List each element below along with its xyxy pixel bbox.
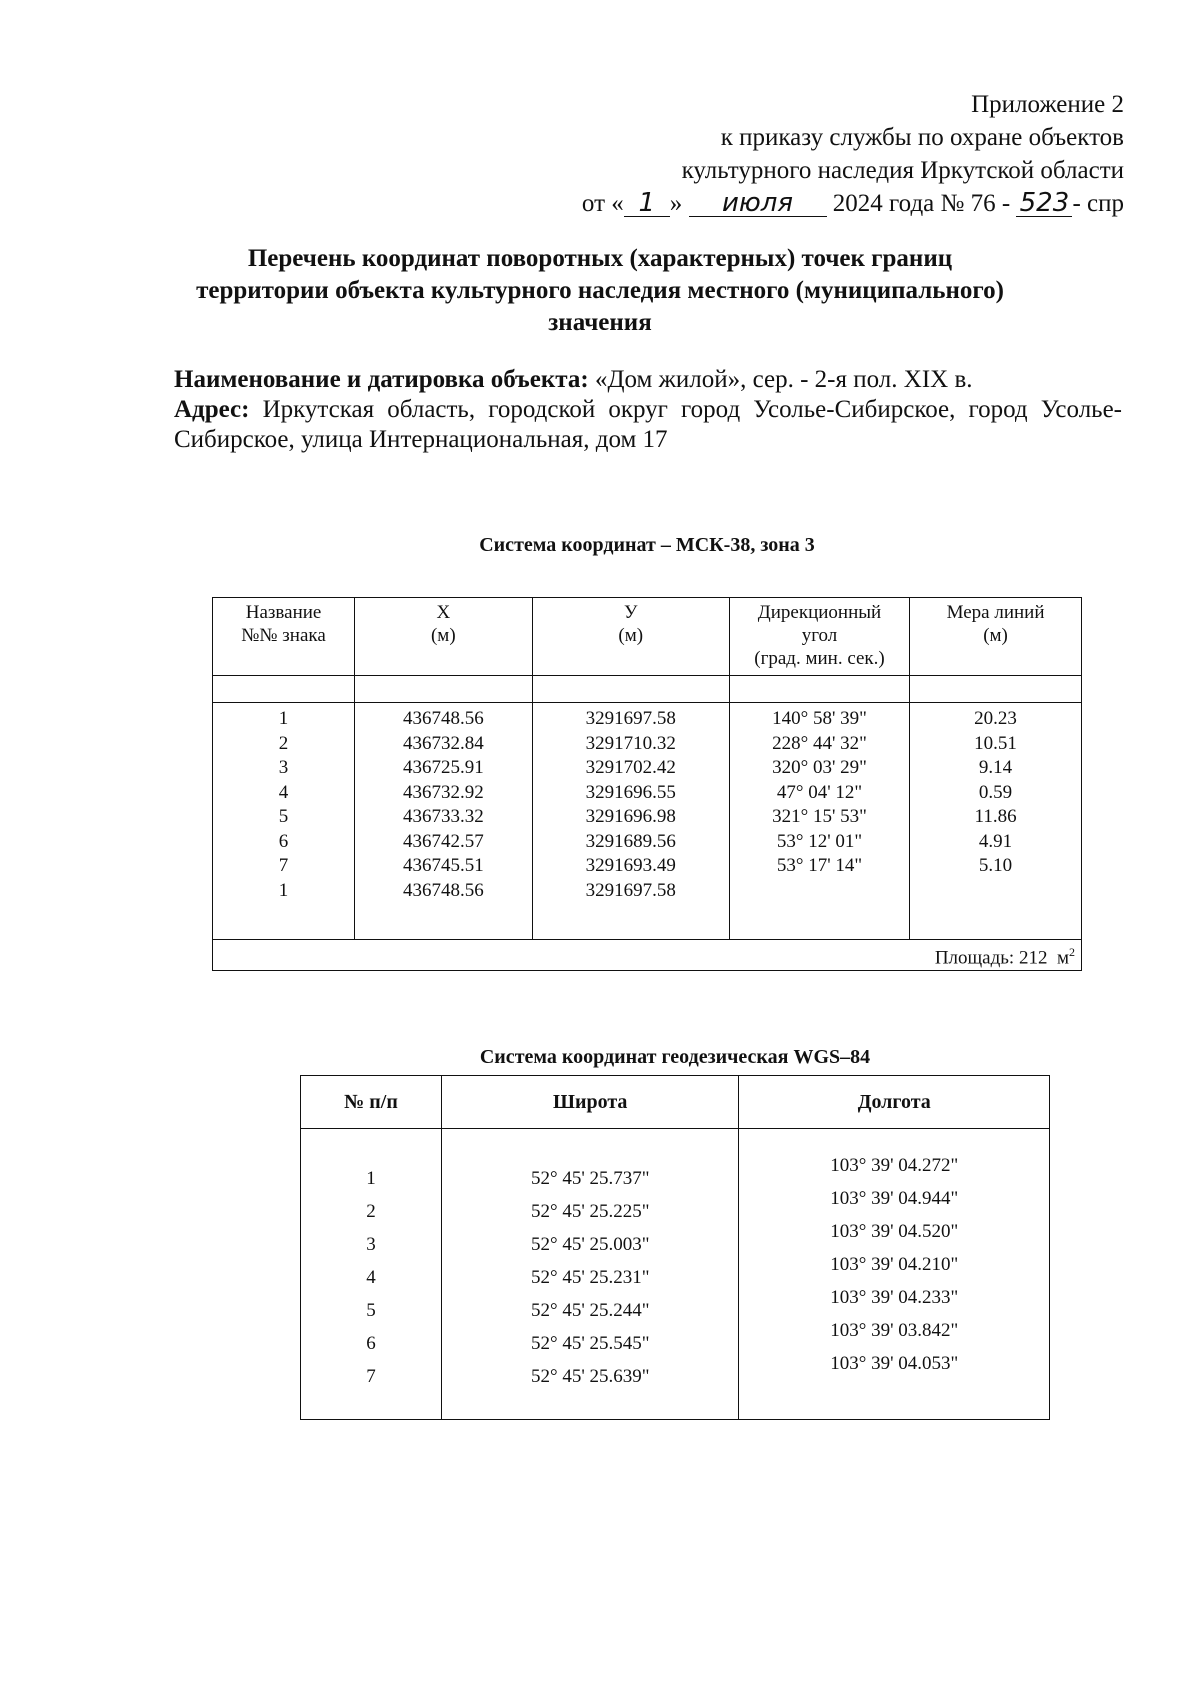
wgs-table-caption: Система координат геодезическая WGS–84 (479, 1046, 871, 1068)
table-cell: 9.14 (978, 757, 1013, 778)
wgs-coordinates-table (300, 1075, 1050, 1420)
header-length (910, 598, 1082, 676)
handwritten-order-number: 523 (1016, 190, 1072, 217)
appendix-header (564, 88, 1124, 220)
table-cell: 103° 39' 04.233" (830, 1287, 959, 1308)
table-cell: 3291710.32 (585, 732, 676, 754)
table-cell: 11.86 (974, 806, 1017, 827)
table-cell: 2 (366, 1201, 376, 1222)
table-cell: 52° 45' 25.737" (530, 1168, 650, 1189)
table-cell: 5 (366, 1300, 376, 1321)
header-num: № п/п (301, 1076, 442, 1129)
table-cell: 103° 39' 04.053" (830, 1353, 959, 1374)
msk-area-row (213, 940, 1082, 971)
table-cell: 436732.84 (402, 732, 484, 754)
appendix-authority: культурного наследия Иркутской области (681, 157, 1124, 184)
object-name-paragraph (174, 365, 1122, 395)
header-y (532, 598, 729, 676)
table-cell: 5 (278, 806, 289, 827)
header-length-1: Мера линий (946, 602, 1045, 623)
table-cell: 3291696.55 (585, 781, 676, 803)
table-cell: 53° 17' 14" (776, 855, 863, 876)
table-cell: 1 (366, 1168, 376, 1189)
object-address-paragraph (174, 395, 1122, 455)
header-x-1: X (436, 602, 451, 623)
object-name-value: «Дом жилой», сер. - 2-я пол. XIX в. (594, 366, 973, 393)
table-cell: 436748.56 (402, 879, 484, 901)
msk-col-x (355, 703, 532, 940)
msk-col-angle (729, 703, 909, 940)
table-cell: 3291689.56 (585, 830, 676, 852)
object-address-label: Адрес: (174, 396, 250, 423)
appendix-title: Приложение 2 (971, 91, 1124, 118)
table-cell: 47° 04' 12" (776, 781, 863, 803)
header-angle-3: (град. мин. сек.) (754, 648, 885, 669)
table-cell: 436733.32 (402, 806, 484, 827)
area-power: 2 (1069, 945, 1075, 959)
header-point-name-2: №№ знака (241, 625, 326, 646)
wgs-col-latitude (441, 1129, 739, 1420)
table-cell: 4 (366, 1267, 376, 1288)
header-angle (729, 598, 909, 676)
table-cell: 3 (366, 1234, 376, 1255)
table-cell: 7 (278, 855, 289, 876)
area-cell (213, 940, 1082, 971)
table-cell: 103° 39' 04.520" (830, 1221, 959, 1242)
table-cell: 228° 44' 32" (772, 732, 867, 754)
table-cell: 6 (278, 830, 289, 852)
object-name-label: Наименование и датировка объекта: (174, 366, 589, 393)
wgs-col-num (301, 1129, 442, 1420)
wgs-header-row (301, 1076, 1050, 1129)
area-label: Площадь: 212 (934, 947, 1048, 969)
msk-col-num (213, 703, 355, 940)
table-cell: 436745.51 (402, 855, 484, 876)
wgs-col-longitude (739, 1129, 1050, 1420)
table-cell: 52° 45' 25.545" (530, 1333, 650, 1354)
msk-col-length (910, 703, 1082, 940)
header-y-1: У (624, 602, 638, 623)
date-close: » (669, 190, 683, 217)
title-line-2: территории объекта культурного наследия местного (муниципального) (196, 277, 1004, 304)
table-cell: 5.10 (978, 855, 1013, 876)
header-x (355, 598, 532, 676)
area-unit: м (1056, 947, 1069, 969)
table-cell: 1 (278, 879, 289, 901)
table-cell: 3291697.58 (585, 879, 676, 901)
msk-table-caption: Система координат – МСК-38, зона 3 (479, 534, 815, 556)
table-cell: 436725.91 (402, 757, 484, 778)
table-cell: 53° 12' 01" (776, 830, 863, 852)
table-cell: 320° 03' 29" (772, 757, 867, 778)
table-cell: 3 (278, 757, 289, 778)
year-text: 2024 года № 76 - (832, 190, 1011, 217)
table-cell: 7 (366, 1366, 376, 1387)
header-point-name (213, 598, 355, 676)
table-cell: 3291697.58 (585, 708, 676, 729)
header-point-name-1: Название (245, 602, 322, 623)
table-cell: 3291702.42 (585, 757, 676, 778)
table-cell: 6 (366, 1333, 376, 1354)
table-cell: 103° 39' 04.210" (830, 1254, 959, 1275)
table-cell: 321° 15' 53" (772, 806, 867, 827)
handwritten-month: июля (689, 190, 827, 217)
title-line-1: Перечень координат поворотных (характерных) точек границ (247, 245, 953, 272)
header-latitude: Широта (441, 1076, 739, 1129)
header-angle-1: Дирекционный (757, 602, 882, 623)
object-info (174, 365, 1122, 455)
date-prefix: от « (581, 190, 624, 217)
table-cell: 2 (278, 732, 289, 754)
msk-coordinates-table (212, 597, 1082, 971)
table-cell: 103° 39' 04.272" (830, 1155, 959, 1176)
msk-col-y (532, 703, 729, 940)
table-cell: 52° 45' 25.003" (530, 1234, 650, 1255)
msk-data-row (213, 703, 1082, 940)
document-title (110, 243, 1090, 339)
table-cell: 52° 45' 25.639" (530, 1366, 650, 1387)
table-cell: 52° 45' 25.225" (530, 1201, 650, 1222)
header-angle-2: угол (801, 625, 838, 646)
table-cell: 3291693.49 (585, 855, 676, 876)
wgs-data-row (301, 1129, 1050, 1420)
table-cell: 4.91 (978, 830, 1013, 852)
table-cell: 436732.92 (402, 781, 484, 803)
table-cell: 52° 45' 25.231" (530, 1267, 650, 1288)
header-x-2: (м) (430, 625, 456, 646)
object-address-value: Иркутская область, городской округ город Усолье-Сибирское, город Усолье-Сибирское, улица Интернациональная, дом 17 (174, 396, 1123, 453)
table-cell: 1 (278, 708, 289, 729)
handwritten-day: 1 (624, 190, 670, 217)
appendix-date-line (564, 187, 1124, 220)
table-cell: 4 (278, 781, 289, 803)
table-cell: 3291696.98 (585, 806, 676, 827)
table-cell: 52° 45' 25.244" (530, 1300, 650, 1321)
table-cell: 103° 39' 03.842" (830, 1320, 959, 1341)
table-cell: 436748.56 (402, 708, 484, 729)
table-cell: 10.51 (974, 732, 1017, 754)
table-cell: 436742.57 (402, 830, 484, 852)
title-line-3: значения (548, 309, 652, 336)
table-cell: 140° 58' 39" (772, 708, 867, 729)
table-cell: 0.59 (978, 781, 1013, 803)
order-suffix: - спр (1072, 190, 1124, 217)
appendix-order-ref: к приказу службы по охране объектов (720, 124, 1124, 151)
header-longitude: Долгота (739, 1076, 1050, 1129)
table-cell: 103° 39' 04.944" (830, 1188, 959, 1209)
msk-header-row (213, 598, 1082, 676)
table-cell: 20.23 (974, 708, 1017, 729)
header-length-2: (м) (983, 625, 1008, 646)
header-y-2: (м) (618, 625, 644, 646)
msk-empty-row (213, 676, 1082, 703)
